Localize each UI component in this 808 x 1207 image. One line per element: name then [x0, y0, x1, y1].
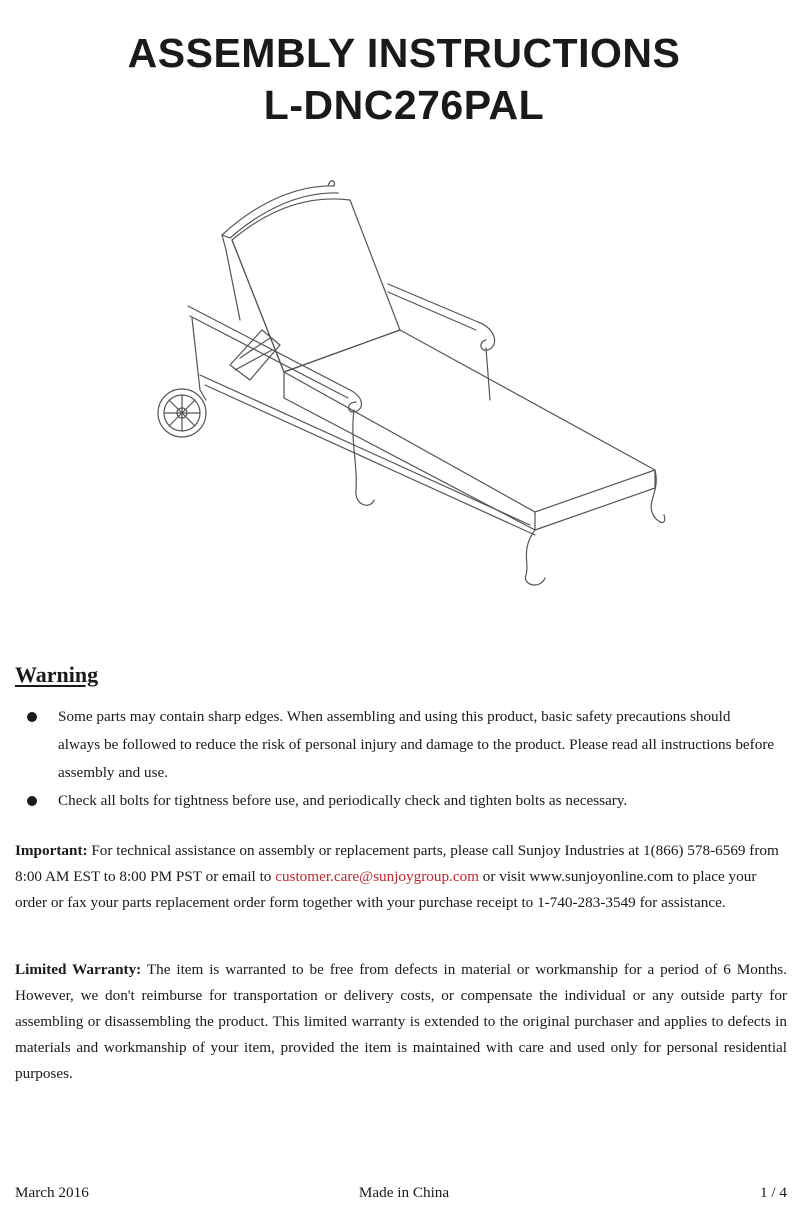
- footer-date: March 2016: [15, 1184, 89, 1201]
- bullet-icon: [27, 796, 37, 806]
- bullet-icon: [27, 712, 37, 722]
- support-email-link[interactable]: customer.care@sunjoygroup.com: [275, 868, 479, 885]
- important-label: Important:: [15, 842, 88, 859]
- document-title: ASSEMBLY INSTRUCTIONS: [127, 30, 681, 76]
- warranty-label: Limited Warranty:: [15, 961, 142, 978]
- page-number: 1 / 4: [759, 1184, 787, 1201]
- model-number: L-DNC276PAL: [263, 82, 545, 128]
- important-text-continued: or visit www.sunjoyonline.com to place your order or fax your parts replacement order form together with your purchase receipt to 1-740-283-3549 for assistance.: [15, 868, 757, 911]
- warning-item-text: Some parts may contain sharp edges. When assembling and using this product, basic safety precautions should always be followed to reduce the risk of personal injury and damage to the product. Please read all instructions before assembly and use.: [58, 708, 775, 781]
- warranty-text: The item is warranted to be free from defects in material or workmanship for a period of 6 Months. However, we don't reimburse for transportation or delivery costs, or compensate the individual or any outside party for assembling or disassembling the product. This limited warranty is extended to the original purchaser and applies to defects in materials and workmanship of your item, provided the item is maintained with care and used only for personal residential purposes.: [15, 961, 787, 1082]
- warning-item-text: Check all bolts for tightness before use, and periodically check and tighten bolts as necessary.: [58, 792, 628, 809]
- warranty-paragraph: [15, 957, 787, 1087]
- warning-heading: Warning: [15, 662, 99, 687]
- footer-origin: Made in China: [358, 1184, 450, 1201]
- warning-list: [15, 703, 775, 815]
- important-paragraph: [15, 838, 787, 916]
- chaise-lounge-icon: [150, 175, 670, 595]
- list-item: [15, 787, 775, 815]
- important-text: For technical assistance on assembly or replacement parts, please call Sunjoy Industries at 1(866) 578-6569 from 8:00 AM EST to 8:00 PM PST or email to: [15, 842, 779, 885]
- list-item: [15, 703, 775, 787]
